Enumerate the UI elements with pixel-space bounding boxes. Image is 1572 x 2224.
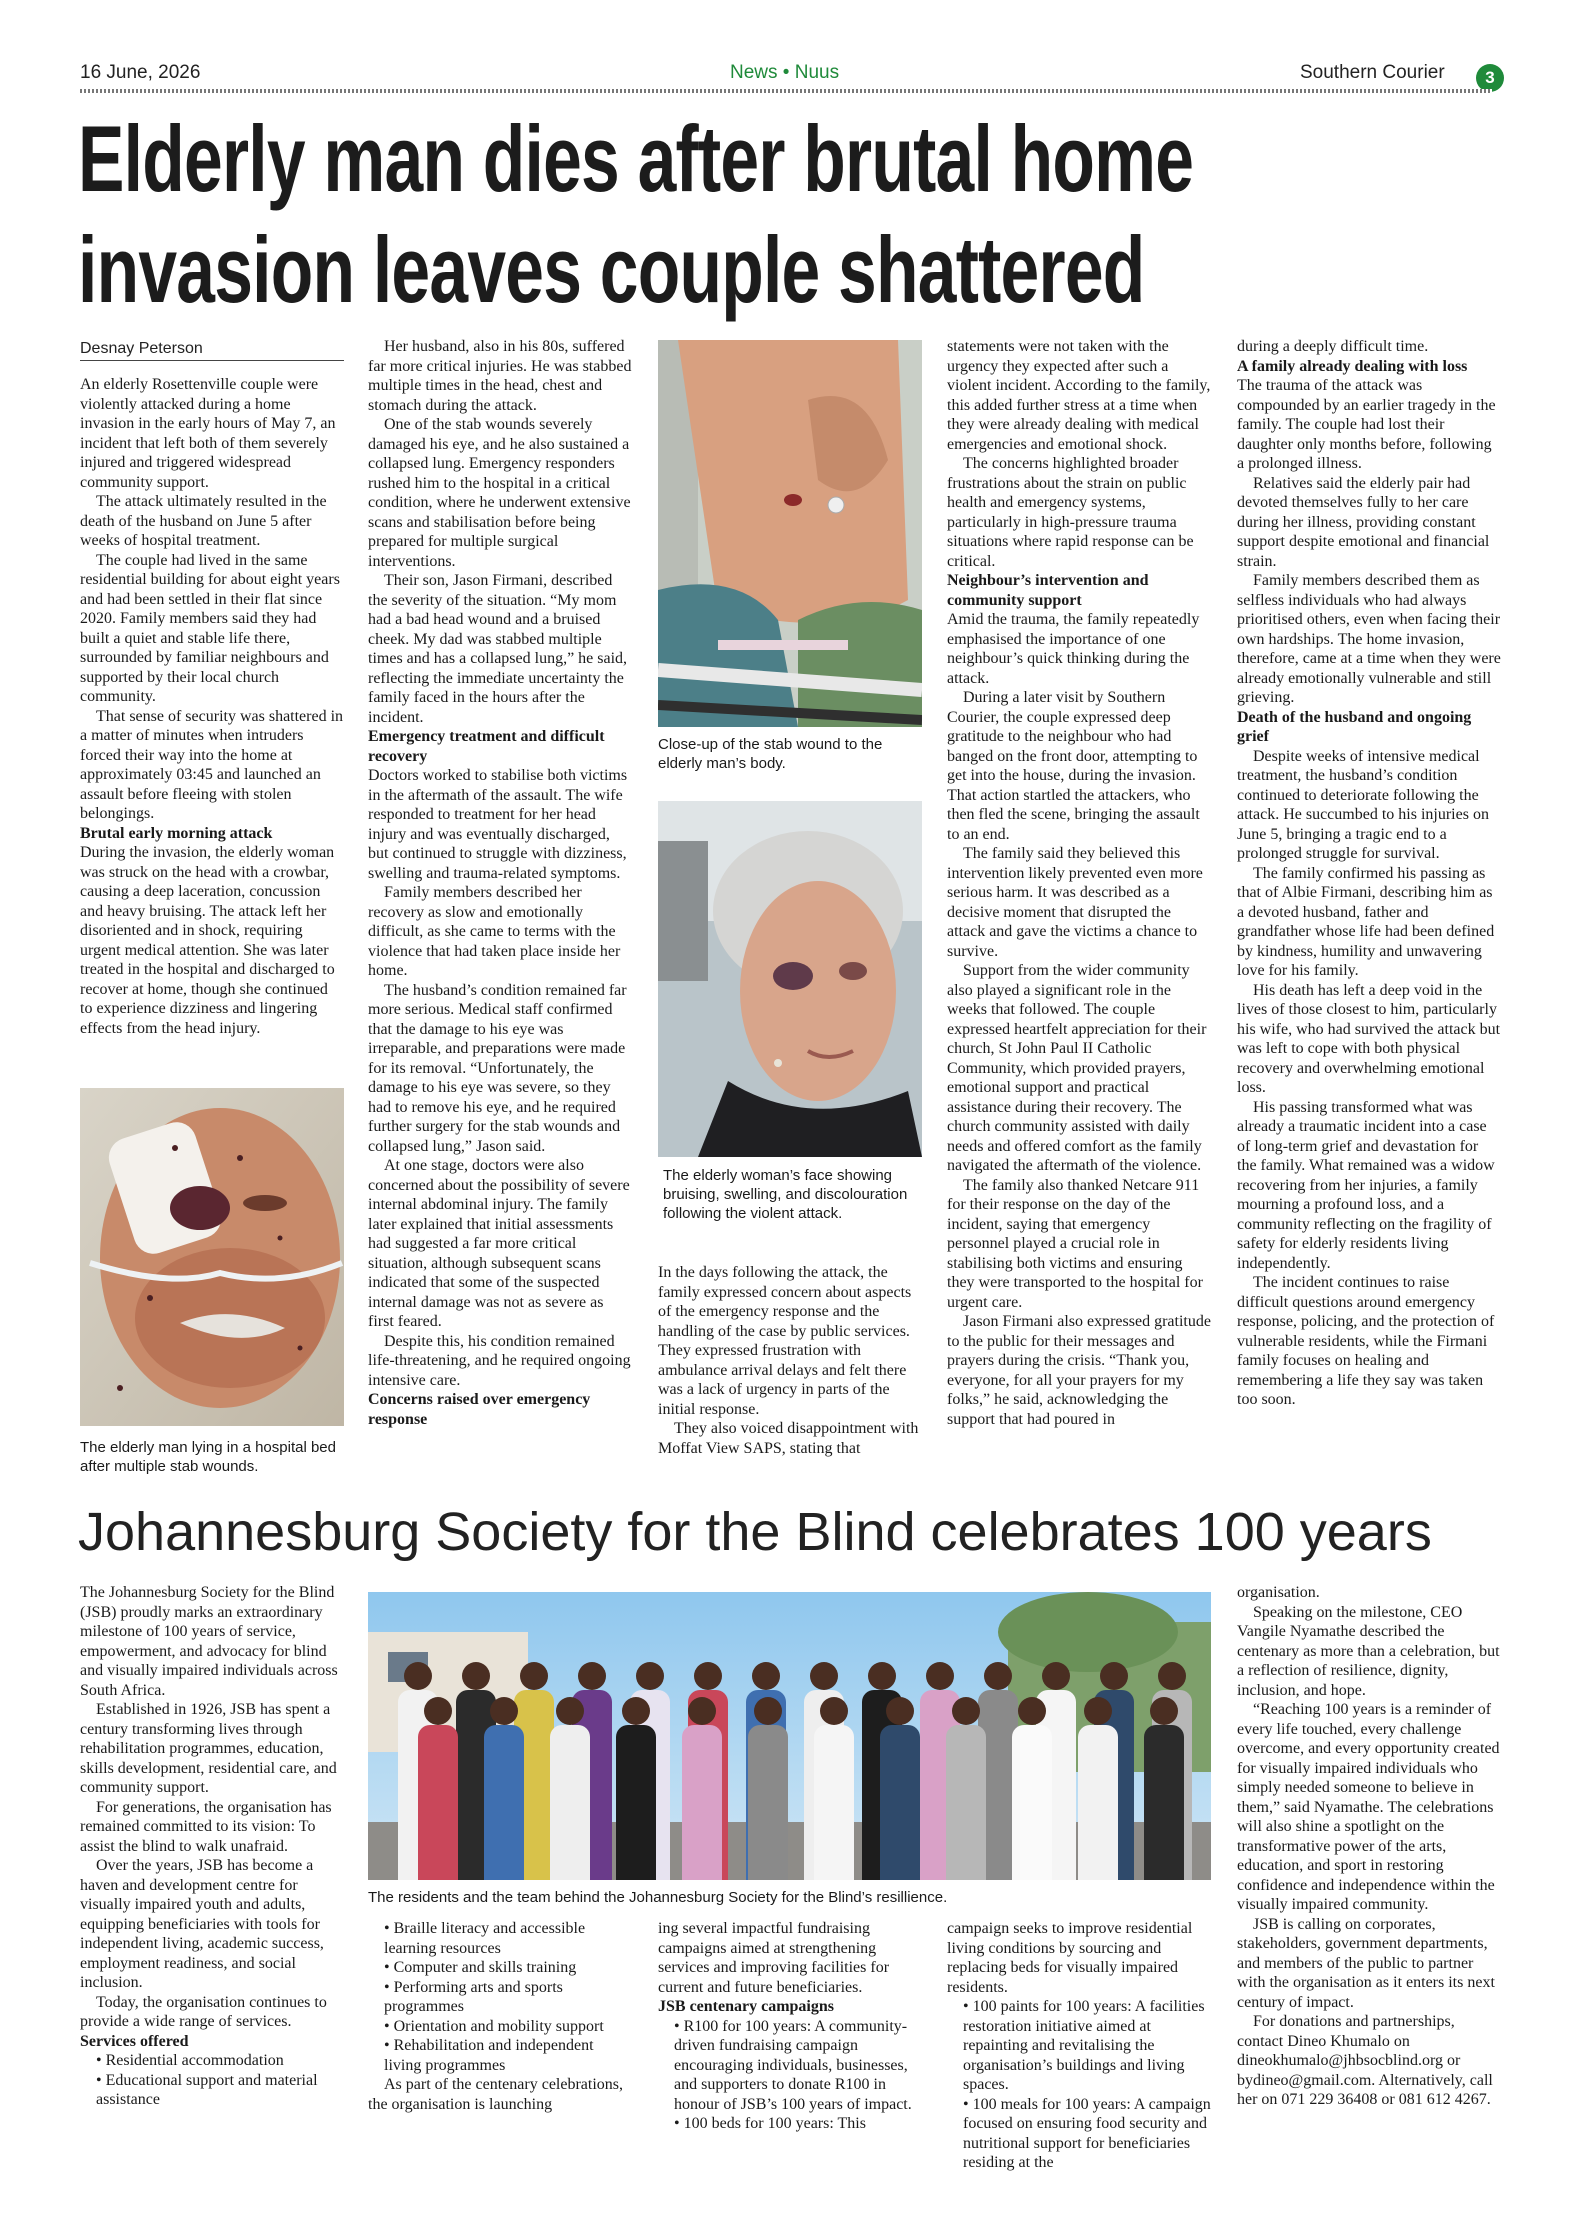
jsb-column-1	[80, 1583, 344, 2110]
paragraph: campaign seeks to improve residential living conditions by sourcing and replacing beds for visually impaired residents.	[947, 1920, 1193, 1996]
subheading: A family already dealing with loss	[1237, 357, 1468, 375]
paragraph: His death has left a deep void in the lives of those closest to him, particularly his wife, who had survived the attack but was left to cope with both physical recovery and overwhelming emotional loss.	[1237, 981, 1501, 1096]
paragraph: At one stage, doctors were also concerned about the possibility of severe internal abdominal injury. The family later explained that initial assessments had suggested a far more critical situation, although subsequent scans indicated that some of the suspected internal damage was not as severe as first feared.	[368, 1157, 630, 1330]
paragraph: As part of the centenary celebrations, the organisation is launching	[368, 2076, 624, 2113]
paragraph: The incident continues to raise difficult questions around emergency response, policing, and the protection of vulnerable residents, while the Firmani family focuses on healing and remembering a life they say was taken too soon.	[1237, 1274, 1495, 1408]
jsb-column-5	[1237, 1583, 1501, 2110]
paper-name: Southern Courier	[1300, 62, 1445, 83]
page-number-badge: 3	[1476, 64, 1504, 92]
article-column-2	[368, 337, 632, 1429]
paragraph: “Reaching 100 years is a reminder of every life touched, every challenge overcome, and every opportunity created for visually impaired individuals who simply needed someone to believe in them,” said Nyamathe. The celebrations will also shine a spotlight on the transformative power of the arts, education, and sport in restoring confidence and independence within the visually impaired community.	[1237, 1701, 1500, 1913]
photo-caption-woman: The elderly woman’s face showing bruising, swelling, and discolouration following the violent attack.	[663, 1167, 908, 1222]
paragraph: They also voiced disappointment with Moffat View SAPS, stating that	[658, 1420, 919, 1457]
paragraph: An elderly Rosettenville couple were violently attacked during a home invasion in the early hours of May 7, an incident that left both of them severely injured and triggered widespread community support.	[80, 376, 336, 491]
photo-caption-man: The elderly man lying in a hospital bed after multiple stab wounds.	[80, 1439, 336, 1475]
headline-line-2: invasion leaves couple shattered	[78, 217, 1145, 322]
paragraph: The family said they believed this intervention likely prevented even more serious harm. It was described as a decisive moment that disrupted the attack and gave the victims a chance to survive.	[947, 845, 1203, 960]
jsb-column-3	[658, 1919, 922, 2134]
paragraph: During a later visit by Southern Courier, the couple expressed deep gratitude to the neighbour who had banged on the front door, attempting to get into the house, during the invasion. That action startled the attackers, who then fled the scene, bringing the assault to an end.	[947, 689, 1200, 843]
headline-line-1: Elderly man dies after brutal home	[78, 106, 1194, 211]
photo-elderly-woman	[658, 801, 922, 1157]
paragraph: Family members described her recovery as slow and emotionally difficult, as she came to terms with the violence that had taken place inside her home.	[368, 884, 621, 979]
article-column-3	[658, 1263, 922, 1458]
paragraph: The family also thanked Netcare 911 for their response on the day of the incident, saying that emergency personnel played a crucial role in stabilising both victims and ensuring they were transported to the hospital for urgent care.	[947, 1176, 1203, 1311]
bullet-item: • R100 for 100 years: A community-driven fundraising campaign encouraging individuals, businesses, and supporters to donate R100 in honour of JSB’s 100 years of impact.	[674, 2017, 912, 2113]
bullet-item: • Educational support and material assistance	[96, 2071, 318, 2108]
photo-jsb-group	[368, 1592, 1211, 1880]
section-label: News • Nuus	[730, 62, 840, 83]
paragraph: In the days following the attack, the family expressed concern about aspects of the emergency response and the handling of the case by public services. They expressed frustration with ambulance arrival delays and felt there was a lack of urgency in parts of the initial response.	[658, 1264, 912, 1418]
paragraph: during a deeply difficult time.	[1237, 338, 1429, 355]
masthead-rule	[80, 89, 1492, 93]
paragraph: Amid the trauma, the family repeatedly emphasised the importance of one neighbour’s quick thinking during the attack.	[947, 611, 1200, 687]
paragraph: Established in 1926, JSB has spent a century transforming lives through rehabilitation programmes, education, skills development, residential care, and community support.	[80, 1701, 337, 1796]
subheading: Emergency treatment and difficult recovery	[368, 728, 605, 765]
paragraph: JSB is calling on corporates, stakeholders, government departments, and members of the public to partner with the organisation as it enters its next century of impact.	[1237, 1915, 1495, 2011]
subheading: Concerns raised over emergency response	[368, 1391, 591, 1428]
paragraph: Jason Firmani also expressed gratitude to the public for their messages and prayers during the crisis. “Thank you, everyone, for all your prayers for my folks,” he said, acknowledging the support that had poured in	[947, 1313, 1211, 1428]
paragraph: Despite weeks of intensive medical treatment, the husband’s condition continued to deteriorate following the attack. He succumbed to his injuries on June 5, bringing a tragic end to a prolonged struggle for survival.	[1237, 747, 1489, 862]
paragraph: The attack ultimately resulted in the death of the husband on June 5 after weeks of hospital treatment.	[80, 493, 327, 549]
photo-caption-jsb: The residents and the team behind the Johannesburg Society for the Blind’s resillience.	[368, 1889, 948, 1906]
paragraph: Today, the organisation continues to provide a wide range of services.	[80, 1993, 327, 2030]
second-headline: Johannesburg Society for the Blind celebrates 100 years	[78, 1502, 1432, 1562]
byline: Desnay Peterson	[80, 340, 344, 361]
paragraph: Support from the wider community also played a significant role in the weeks that followed. The couple expressed heartfelt appreciation for their church, St John Paul II Catholic Community, which provided prayers, emotional support and practical assistance during their recovery. The church community assisted with daily needs and offered comfort as the family navigated the aftermath of the violence.	[947, 962, 1207, 1174]
paragraph: That sense of security was shattered in a matter of minutes when intruders forced their way into the home at approximately 03:45 and launched an assault before fleeing with stolen belongings.	[80, 707, 344, 822]
paragraph: During the invasion, the elderly woman was struck on the head with a crowbar, causing a deep laceration, concussion and heavy bruising. The attack left her disoriented and in shock, requiring urgent medical attention. She was later treated in the hospital and discharged to recover at home, though she continued to experience dizziness and lingering effects from the head injury.	[80, 844, 335, 1037]
paragraph: The husband’s condition remained far more serious. Medical staff confirmed that the damage to his eye was irreparable, and preparations were made for its removal. “Unfortunately, the damage to his eye was severe, so they had to remove his eye, and he required further surgery for the stab wounds and collapsed lung,” Jason said.	[368, 981, 627, 1155]
paragraph: Doctors worked to stabilise both victims in the aftermath of the assault. The wife responded to treatment for her head injury and was eventually discharged, but continued to struggle with dizziness, swelling and trauma-related symptoms.	[368, 767, 628, 882]
paragraph: The Johannesburg Society for the Blind (JSB) proudly marks an extraordinary milestone of 100 years of service, empowerment, and advocacy for blind and visually impaired individuals across South Africa.	[80, 1584, 338, 1699]
photo-elderly-man	[80, 1088, 344, 1426]
article-column-1	[80, 375, 344, 1038]
paragraph: The concerns highlighted broader frustrations about the strain on public health and emergency systems, particularly in high-pressure trauma situations where rapid response can be critical.	[947, 455, 1194, 570]
paragraph: His passing transformed what was already a traumatic incident into a case of long-term grief and devastation for the family. What remained was a widow recovering from her injuries, a family mourning a profound loss, and a community reflecting on the fragility of safety for elderly residents living independently.	[1237, 1098, 1495, 1272]
bullet-item: • 100 meals for 100 years: A campaign focused on ensuring food security and nutritional support for beneficiaries residing at the	[963, 2095, 1211, 2171]
photo-caption-wound: Close-up of the stab wound to the elderly man’s body.	[658, 736, 883, 772]
subheading: Services offered	[80, 2032, 189, 2050]
paragraph: Relatives said the elderly pair had devoted themselves fully to her care during her illness, providing constant support despite emotional and financial strain.	[1237, 474, 1490, 570]
jsb-column-2	[368, 1919, 632, 2114]
paragraph: ing several impactful fundraising campaigns aimed at strengthening services and improving facilities for current and future beneficiaries.	[658, 1920, 890, 1996]
paragraph: Over the years, JSB has become a haven and development centre for visually impaired youth and adults, equipping beneficiaries with tools for independent living, academic success, employment readiness, and social inclusion.	[80, 1857, 324, 1991]
headline	[78, 103, 1194, 325]
bullet-item: • Orientation and mobility support	[384, 2017, 604, 2035]
paragraph: statements were not taken with the urgency they expected after such a violent incident. According to the family, this added further stress at a time when they were already dealing with medical emergencies and emotional shock.	[947, 338, 1211, 453]
bullet-item: • Braille literacy and accessible learning resources	[384, 1920, 586, 1957]
jsb-column-4	[947, 1919, 1211, 2173]
paragraph: Speaking on the milestone, CEO Vangile Nyamathe described the centenary as more than a celebration, but a reflection of resilience, dignity, inclusion, and hope.	[1237, 1603, 1500, 1699]
issue-date: 16 June, 2026	[80, 62, 201, 83]
paragraph: Despite this, his condition remained life-threatening, and he required ongoing intensive care.	[368, 1332, 631, 1389]
bullet-item: • Computer and skills training	[384, 1959, 577, 1976]
paragraph: Family members described them as selfless individuals who had always prioritised others, even when facing their own hardships. The home invasion, therefore, came at a time when they were already emotionally vulnerable and still grieving.	[1237, 572, 1501, 706]
article-column-5	[1237, 337, 1501, 1410]
paragraph: The family confirmed his passing as that of Albie Firmani, describing him as a devoted husband, father and grandfather whose life had been defined by kindness, humility and unwavering love for his family.	[1237, 864, 1495, 979]
paragraph: The trauma of the attack was compounded by an earlier tragedy in the family. The couple had lost their daughter only months before, following a prolonged illness.	[1237, 377, 1496, 472]
subheading: Neighbour’s intervention and community support	[947, 572, 1149, 609]
bullet-item: • Rehabilitation and independent living programmes	[384, 2037, 594, 2074]
bullet-item: • Performing arts and sports programmes	[384, 1978, 563, 2015]
subheading: Death of the husband and ongoing grief	[1237, 708, 1472, 745]
paragraph: organisation.	[1237, 1584, 1320, 1601]
photo-stab-wound	[658, 340, 922, 727]
subheading: Brutal early morning attack	[80, 824, 273, 842]
paragraph: For donations and partnerships, contact Dineo Khumalo on dineokhumalo@jhbsocblind.org or bydineo@gmail.com. Alternatively, call her on 071 229 36408 or 081 612 4267.	[1237, 2013, 1493, 2108]
paragraph: The couple had lived in the same residential building for about eight years and had been settled in their flat since 2020. Family members said they had built a quiet and stable life there, surrounded by familiar neighbours and supported by their local church community.	[80, 551, 340, 705]
subheading: JSB centenary campaigns	[658, 1998, 834, 2015]
paragraph: For generations, the organisation has remained committed to its vision: To assist the blind to walk unafraid.	[80, 1798, 332, 1855]
paragraph: Their son, Jason Firmani, described the severity of the situation. “My mom had a bad head wound and a bruised cheek. My dad was stabbed multiple times and has a collapsed lung,” he said, reflecting the immediate uncertainty the family faced in the hours after the incident.	[368, 572, 628, 726]
paragraph: Her husband, also in his 80s, suffered far more critical injuries. He was stabbed multiple times in the head, chest and stomach during the attack.	[368, 338, 632, 414]
article-column-4	[947, 337, 1211, 1429]
paragraph: One of the stab wounds severely damaged his eye, and he also sustained a collapsed lung. Emergency responders rushed him to the hospital in a critical condition, where he underwent extensive scans and stabilisation before being prepared for multiple surgical interventions.	[368, 416, 631, 570]
bullet-item: • Residential accommodation	[96, 2052, 284, 2069]
bullet-item: • 100 paints for 100 years: A facilities restoration initiative aimed at repainting and revitalising the organisation’s buildings and living spaces.	[963, 1998, 1205, 2093]
bullet-item: • 100 beds for 100 years: This	[674, 2115, 866, 2132]
